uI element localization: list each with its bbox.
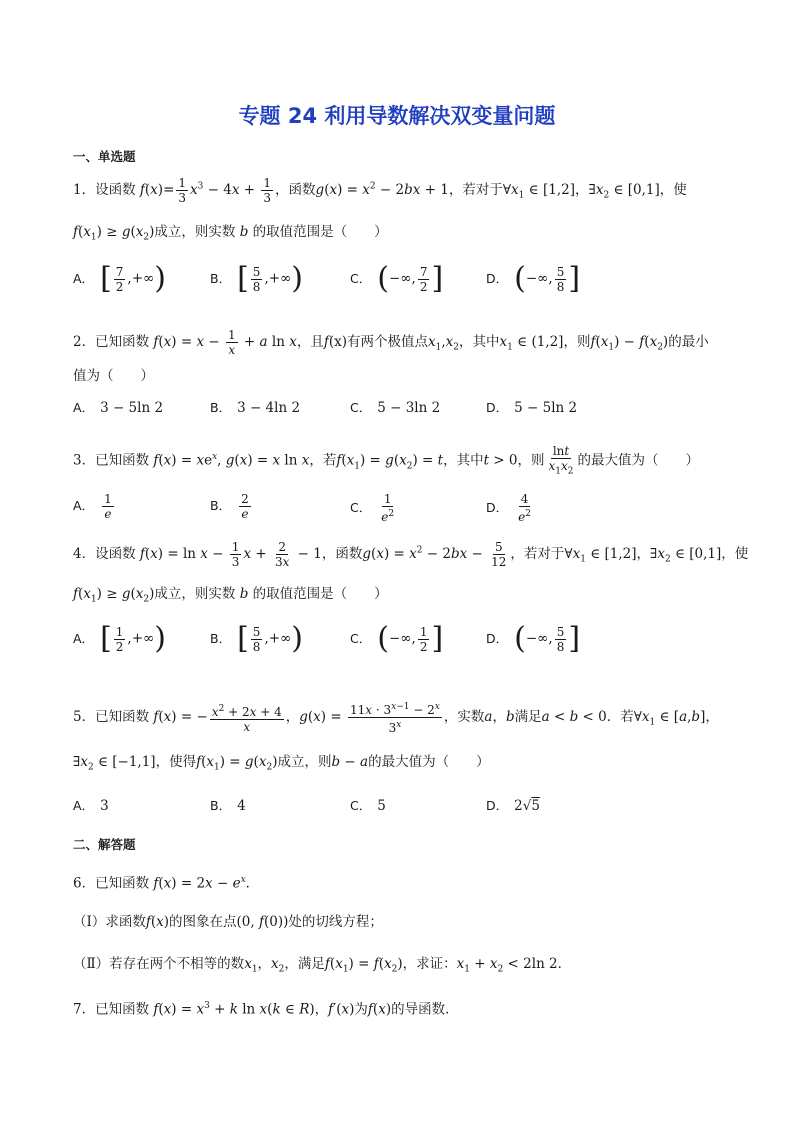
question-1-line-1: 1．设函数 f(x)= $\frac{1}{3}$ $x^3 - 4x$ + $\frac{1}{3}$ ，函数$g(x) = x^2 - 2bx + 1$，若对于$\forall x_1$ ∈ [1,2]，$\exists x_2$ ∈ [0,1]，使 bbox=[73, 176, 687, 205]
question-6-part-1: （Ⅰ）求函数f(x)的图象在点(0, f(0))处的切线方程； bbox=[73, 914, 383, 930]
section-heading-answer: 二、解答题 bbox=[73, 837, 136, 852]
question-4-line-2: $f(x_1) \ge g(x_2)$成立，则实数 b 的取值范围是（ ） bbox=[73, 586, 388, 605]
option-c[interactable]: C． 5 − 3ln 2 bbox=[350, 400, 441, 416]
question-6-line-1: 6．已知函数 $f(x) = 2x - e^x$． bbox=[73, 875, 260, 892]
question-2-line-1: 2．已知函数 f(x) = x − $\frac{1}{x}$ + a ln x，且f(x)有两个极值点$x_1,x_2$，其中$x_1$ ∈ (1,2]，则$f(x_1) - f(x_2)$的最小 bbox=[73, 328, 709, 357]
option-a[interactable]: A． 3 − 5ln 2 bbox=[73, 400, 164, 416]
option-b[interactable]: B． 4 bbox=[210, 798, 246, 814]
option-b[interactable]: B． [ $\frac{5}{8}$ ,+∞) bbox=[210, 621, 304, 656]
question-5-line-2: $\exists x_2$ ∈ [−1,1]，使得$f(x_1) = g(x_2)$成立，则b − a的最大值为（ ） bbox=[73, 754, 490, 773]
question-4-line-1: 4．设函数 f(x) = ln x − $\frac{1}{3}$ x + $\frac{2}{3x}$ − 1，函数$g(x) = x^2 - 2bx$ − $\frac{5}{12}$ ，若对于$\forall x_1$ ∈ [1,2]，$\exists x_2$ ∈ [0,1]，使 bbox=[73, 540, 749, 569]
question-3-line-1: 3．已知函数 $f(x) = xe^x$, g(x) = x ln x，若$f(x_1) = g(x_2) = t$，其中t > 0，则 $\frac{\ln t}{x_1x_2}$ 的最大值为（ ） bbox=[73, 444, 700, 477]
option-d[interactable]: D． 5 − 5ln 2 bbox=[486, 400, 578, 416]
option-c[interactable]: C． (−∞, $\frac{1}{2}$ ] bbox=[350, 621, 444, 656]
option-c[interactable]: C． $\frac{1}{e^2}$ bbox=[350, 492, 395, 524]
option-b[interactable]: B． 3 − 4ln 2 bbox=[210, 400, 301, 416]
option-a[interactable]: A． 3 bbox=[73, 798, 109, 814]
option-d[interactable]: D． (−∞, $\frac{5}{8}$ ] bbox=[486, 261, 581, 296]
option-d[interactable]: D． (−∞, $\frac{5}{8}$ ] bbox=[486, 621, 581, 656]
question-1-line-2: $f(x_1) \ge g(x_2)$成立，则实数 b 的取值范围是（ ） bbox=[73, 224, 388, 243]
question-6-part-2: （Ⅱ）若存在两个不相等的数$x_1$，$x_2$，满足$f(x_1) = f(x_2)$，求证：$x_1 + x_2 < 2\ln$ 2． bbox=[73, 956, 572, 975]
page-title: 专题 24 利用导数解决双变量问题 bbox=[238, 104, 556, 128]
option-c[interactable]: C． 5 bbox=[350, 798, 386, 814]
section-heading-single-choice: 一、单选题 bbox=[73, 149, 136, 164]
question-7-line-1: 7．已知函数 $f(x) = x^3 + k$ ln x(k ∈ R)，f′(x)为f(x)的导函数. bbox=[73, 1001, 450, 1018]
option-c[interactable]: C． (−∞, $\frac{7}{2}$ ] bbox=[350, 261, 444, 296]
option-a[interactable]: A． [ $\frac{1}{2}$ ,+∞) bbox=[73, 621, 166, 656]
option-a[interactable]: A． [ $\frac{7}{2}$ ,+∞) bbox=[73, 261, 166, 296]
option-b[interactable]: B． $\frac{2}{e}$ bbox=[210, 492, 249, 521]
option-d[interactable]: D． $\frac{4}{e^2}$ bbox=[486, 492, 531, 524]
question-2-line-2: 值为（ ） bbox=[73, 368, 154, 384]
option-a[interactable]: A． $\frac{1}{e}$ bbox=[73, 492, 112, 521]
option-b[interactable]: B． [ $\frac{5}{8}$ ,+∞) bbox=[210, 261, 304, 296]
question-5-line-1: 5．已知函数 f(x) = − $\frac{x^2 + 2x + 4}{x}$ ，g(x) = $\frac{11x \cdot 3^{x-1} - 2^x}{3^x}$ ，实数a，b满足a < b < 0．若$\forall x_1$ ∈ [a,b]， bbox=[73, 702, 719, 735]
option-d[interactable]: D． 2√5 bbox=[486, 798, 540, 814]
